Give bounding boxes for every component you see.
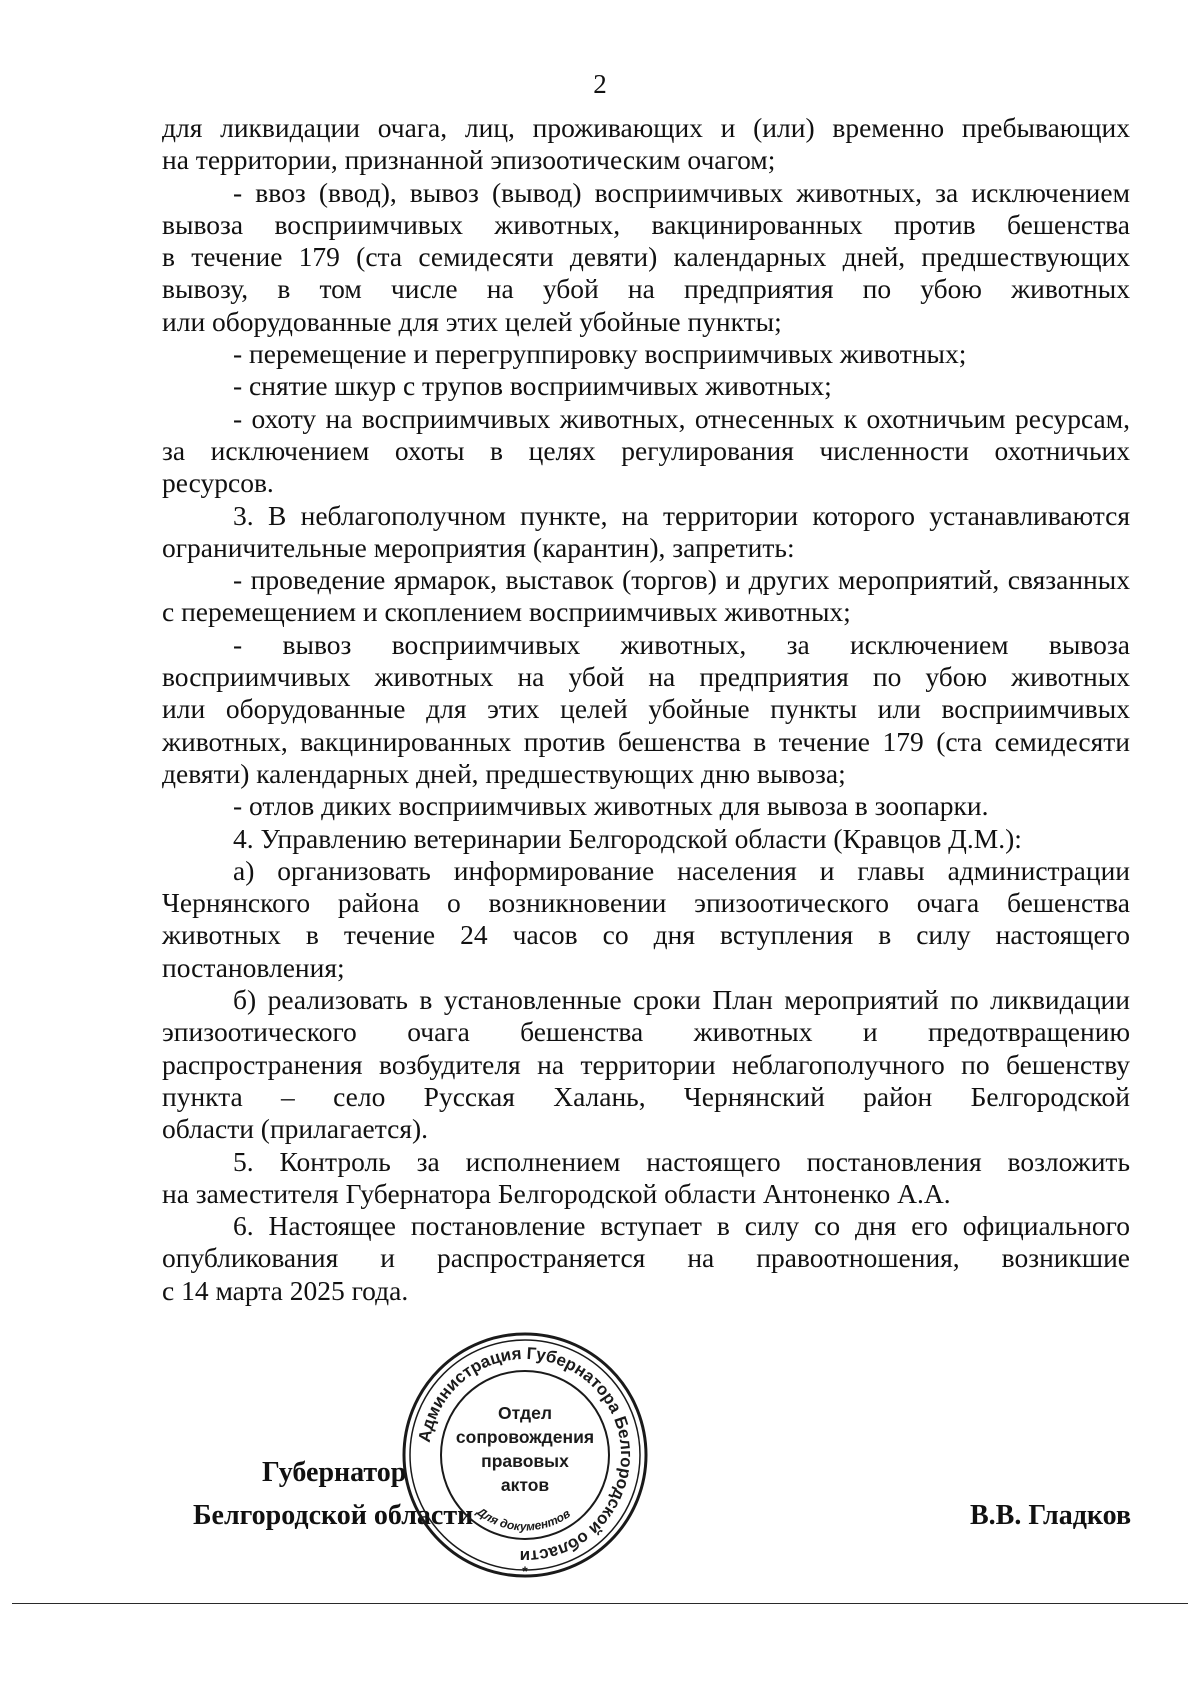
seal-star-icon: * bbox=[522, 1563, 528, 1579]
text-line: 6. Настоящее постановление вступает в силу со дня его официального bbox=[233, 1210, 1130, 1242]
text-line: 5. Контроль за исполнением настоящего постановления возложить bbox=[233, 1145, 1130, 1177]
bottom-divider bbox=[12, 1603, 1188, 1604]
text-line: опубликования и распространяется на правоотношения, возникшие bbox=[162, 1242, 1130, 1274]
text-line: - ввоз (ввод), вывоз (вывод) восприимчивых животных, за исключением bbox=[233, 176, 1130, 208]
text-line: постановления; bbox=[162, 951, 345, 983]
text-line: эпизоотического очага бешенства животных и предотвращению bbox=[162, 1016, 1130, 1048]
text-line: 4. Управлению ветеринарии Белгородской области (Кравцов Д.М.): bbox=[233, 822, 1022, 854]
text-line: - вывоз восприимчивых животных, за исключением вывоза bbox=[233, 628, 1130, 660]
text-line: - охоту на восприимчивых животных, отнесенных к охотничьим ресурсам, bbox=[233, 402, 1130, 434]
text-line: б) реализовать в установленные сроки План мероприятий по ликвидации bbox=[233, 984, 1130, 1016]
text-line: - перемещение и перегруппировку восприимчивых животных; bbox=[233, 338, 967, 370]
text-line: с перемещением и скоплением восприимчивых животных; bbox=[162, 596, 851, 628]
signatory-title-line2: Белгородской области bbox=[193, 1500, 474, 1531]
text-line: вывозу, в том числе на убой на предприятия по убою животных bbox=[162, 273, 1130, 305]
text-line: в течение 179 (ста семидесяти девяти) календарных дней, предшествующих bbox=[162, 241, 1130, 273]
signatory-title-line1: Губернатор bbox=[262, 1457, 407, 1488]
text-line: животных в течение 24 часов со дня вступления в силу настоящего bbox=[162, 919, 1130, 951]
text-line: восприимчивых животных на убой на предприятия по убою животных bbox=[162, 661, 1130, 693]
text-line: для ликвидации очага, лиц, проживающих и (или) временно пребывающих bbox=[162, 112, 1130, 143]
text-line: - снятие шкур с трупов восприимчивых животных; bbox=[233, 370, 832, 402]
text-line: - отлов диких восприимчивых животных для вывоза в зоопарки. bbox=[233, 790, 989, 822]
text-line: пункта – село Русская Халань, Чернянский район Белгородской bbox=[162, 1080, 1130, 1112]
text-line: на заместителя Губернатора Белгородской области Антоненко А.А. bbox=[162, 1177, 951, 1209]
text-line: с 14 марта 2025 года. bbox=[162, 1274, 409, 1306]
page-number: 2 bbox=[593, 69, 607, 99]
text-line: 3. В неблагополучном пункте, на территории которого устанавливаются bbox=[233, 499, 1130, 531]
official-seal bbox=[400, 1330, 650, 1580]
text-line: - проведение ярмарок, выставок (торгов) и других мероприятий, связанных bbox=[233, 564, 1130, 596]
text-line: или оборудованные для этих целей убойные пункты или восприимчивых bbox=[162, 693, 1130, 725]
signatory-name: В.В. Гладков bbox=[970, 1500, 1132, 1531]
seal-line: актов bbox=[500, 1475, 550, 1495]
text-line: области (прилагается). bbox=[162, 1113, 429, 1145]
text-line: Чернянского района о возникновении эпизоотического очага бешенства bbox=[162, 887, 1130, 919]
text-line: животных, вакцинированных против бешенства в течение 179 (ста семидесяти bbox=[162, 725, 1130, 757]
seal-line: сопровождения bbox=[455, 1427, 595, 1447]
text-line: или оборудованные для этих целей убойные пункты; bbox=[162, 305, 782, 337]
seal-line: Отдел bbox=[498, 1403, 552, 1423]
text-line: распространения возбудителя на территории неблагополучного по бешенству bbox=[162, 1048, 1130, 1080]
text-line: ограничительные мероприятия (карантин), запретить: bbox=[162, 531, 795, 563]
text-line: ресурсов. bbox=[162, 467, 274, 499]
seal-line: правовых bbox=[481, 1451, 569, 1471]
text-line: на территории, признанной эпизоотическим очагом; bbox=[162, 144, 776, 176]
text-line: девяти) календарных дней, предшествующих дню вывоза; bbox=[162, 757, 846, 789]
document-body bbox=[162, 112, 1130, 1307]
seal-center-text bbox=[435, 1401, 615, 1497]
text-line: а) организовать информирование населения и главы администрации bbox=[233, 854, 1130, 886]
text-line: за исключением охоты в целях регулирования численности охотничьих bbox=[162, 434, 1130, 466]
seal-bottom-text: Для документов bbox=[474, 1504, 573, 1534]
text-line: вывоза восприимчивых животных, вакцинированных против бешенства bbox=[162, 208, 1130, 240]
seal-ring-text: Администрация Губернатора Белгородской области bbox=[414, 1343, 637, 1567]
